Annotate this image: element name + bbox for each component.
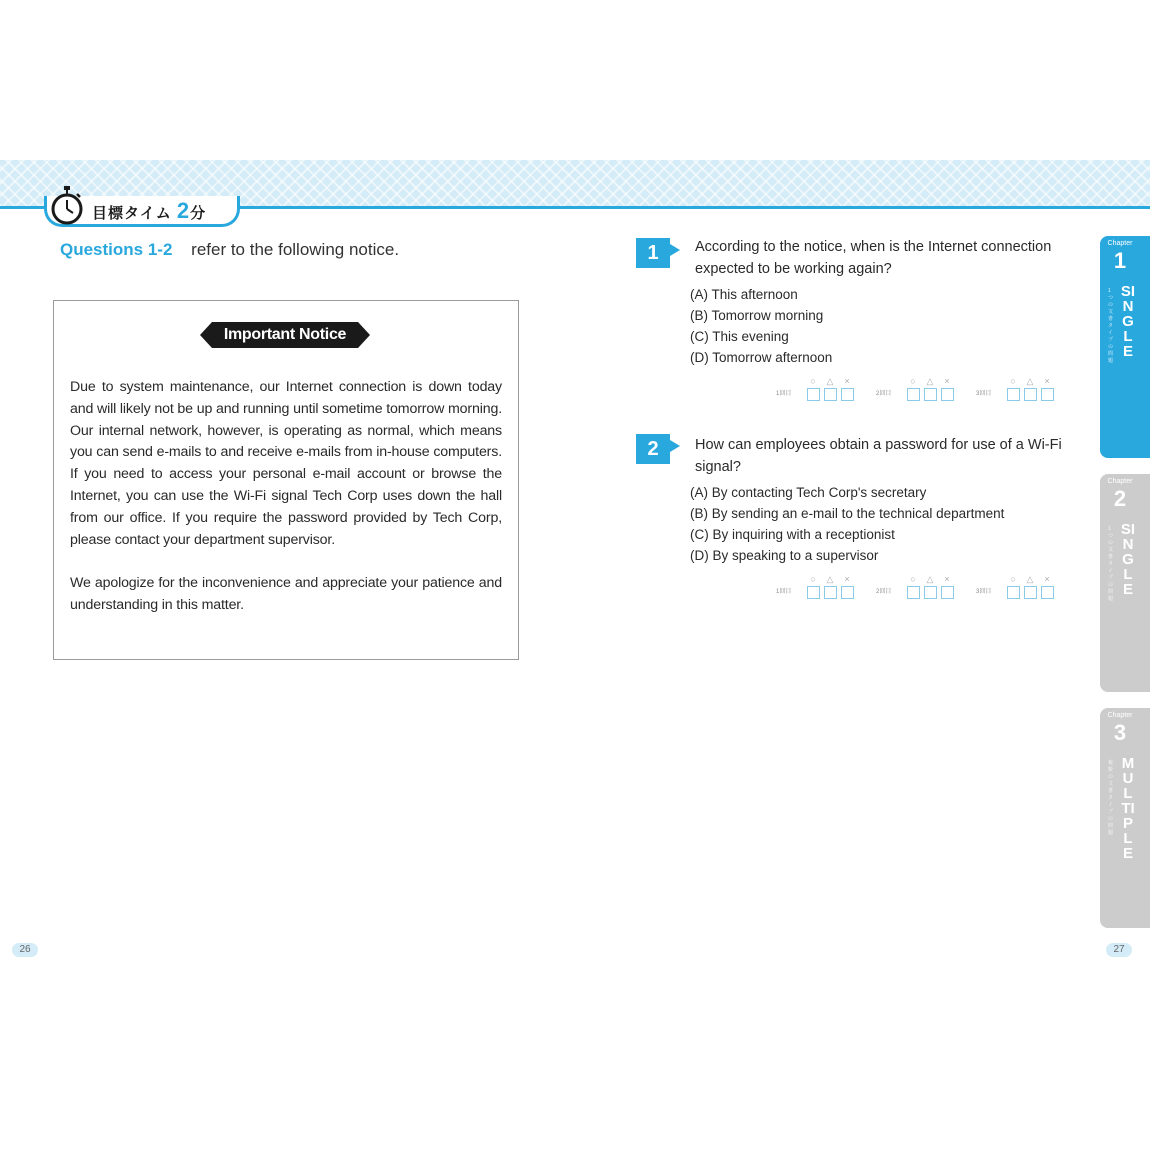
chapter-title: SINGLE xyxy=(1120,521,1136,598)
check-group xyxy=(876,574,966,600)
triangle-symbol: △ xyxy=(1026,574,1034,584)
banner-left-cap xyxy=(200,322,212,348)
triangle-symbol: △ xyxy=(826,376,834,386)
chapter-label: Chapter xyxy=(1107,478,1133,485)
question-range: Questions 1-2 xyxy=(60,240,173,259)
notice-title: Important Notice xyxy=(212,322,358,348)
chapter-subtitle: 1つの文書タイプの問題 xyxy=(1108,526,1114,602)
check-grid xyxy=(776,376,1066,402)
check-group xyxy=(876,376,966,402)
answer-option: (A) This afternoon xyxy=(690,287,798,302)
attempt-label: 2回目 xyxy=(876,589,892,595)
attempt-label: 2回目 xyxy=(876,391,892,397)
check-box[interactable] xyxy=(1024,388,1037,401)
check-box[interactable] xyxy=(941,388,954,401)
cross-symbol: × xyxy=(1044,376,1050,386)
attempt-label: 3回目 xyxy=(976,391,992,397)
chapter-subtitle: 複数の文書タイプの問題 xyxy=(1108,760,1114,836)
chapter-subtitle: 1つの文書タイプの問題 xyxy=(1108,288,1114,364)
circle-symbol: ○ xyxy=(910,574,916,584)
circle-symbol: ○ xyxy=(1010,376,1016,386)
chapter-tab-3[interactable] xyxy=(1100,708,1150,928)
triangle-symbol: △ xyxy=(926,574,934,584)
answer-option: (B) By sending an e-mail to the technical department xyxy=(690,506,1005,521)
page-number-right: 27 xyxy=(1106,943,1132,957)
target-time xyxy=(92,198,206,224)
notice-title-banner xyxy=(200,322,370,348)
questions-intro xyxy=(60,240,399,260)
answer-option: (D) Tomorrow afternoon xyxy=(690,350,833,365)
check-group xyxy=(976,574,1066,600)
check-box[interactable] xyxy=(924,388,937,401)
answer-options xyxy=(690,482,1004,566)
question-text: According to the notice, when is the Internet connection expected to be working again? xyxy=(695,239,1052,277)
answer-option: (C) This evening xyxy=(690,329,789,344)
check-box[interactable] xyxy=(1024,586,1037,599)
attempt-label: 1回目 xyxy=(776,391,792,397)
question-number-badge: 1 xyxy=(636,238,670,268)
check-box[interactable] xyxy=(941,586,954,599)
intro-text: refer to the following notice. xyxy=(191,240,400,259)
check-box[interactable] xyxy=(824,388,837,401)
chapter-number: 1 xyxy=(1113,248,1127,273)
check-box[interactable] xyxy=(841,586,854,599)
check-group xyxy=(976,376,1066,402)
notice-paragraph: Due to system maintenance, our Internet connection is down today and will likely not be up and running until sometime tomorrow morning. Our internal network, however, is operating as normal, which means you can send e-mails to and receive e-mails from in-house computers. If you need to access your personal e-mail account or browse the Internet, you can use the Wi-Fi signal Tech Corp uses down the hall from our office. If you require the password provided by Tech Corp, please contact your department supervisor. xyxy=(70,379,502,548)
attempt-label: 1回目 xyxy=(776,589,792,595)
circle-symbol: ○ xyxy=(810,376,816,386)
chapter-label: Chapter xyxy=(1107,712,1133,719)
target-time-minutes: 2 xyxy=(176,198,191,223)
question-number-badge: 2 xyxy=(636,434,670,464)
target-time-label: 目標タイム xyxy=(92,205,172,222)
cross-symbol: × xyxy=(944,574,950,584)
triangle-symbol: △ xyxy=(926,376,934,386)
notice-body xyxy=(70,377,502,639)
check-box[interactable] xyxy=(907,586,920,599)
triangle-symbol: △ xyxy=(826,574,834,584)
answer-option: (A) By contacting Tech Corp's secretary xyxy=(690,485,927,500)
attempt-label: 3回目 xyxy=(976,589,992,595)
check-box[interactable] xyxy=(1041,388,1054,401)
circle-symbol: ○ xyxy=(810,574,816,584)
cross-symbol: × xyxy=(1044,574,1050,584)
chapter-title: SINGLE xyxy=(1120,283,1136,360)
check-box[interactable] xyxy=(924,586,937,599)
check-box[interactable] xyxy=(1041,586,1054,599)
check-box[interactable] xyxy=(907,388,920,401)
page-number-left: 26 xyxy=(12,943,38,957)
check-grid xyxy=(776,574,1066,600)
check-box[interactable] xyxy=(1007,388,1020,401)
question-text: How can employees obtain a password for use of a Wi-Fi signal? xyxy=(695,437,1062,475)
check-box[interactable] xyxy=(841,388,854,401)
chapter-tab-1[interactable] xyxy=(1100,236,1150,458)
check-box[interactable] xyxy=(807,388,820,401)
target-time-unit: 分 xyxy=(190,205,207,222)
cross-symbol: × xyxy=(844,574,850,584)
check-box[interactable] xyxy=(824,586,837,599)
check-group xyxy=(776,574,866,600)
check-group xyxy=(776,376,866,402)
answer-option: (B) Tomorrow morning xyxy=(690,308,824,323)
stopwatch-icon xyxy=(50,186,84,226)
check-box[interactable] xyxy=(1007,586,1020,599)
triangle-symbol: △ xyxy=(1026,376,1034,386)
chapter-tab-2[interactable] xyxy=(1100,474,1150,692)
answer-options xyxy=(690,284,832,368)
circle-symbol: ○ xyxy=(1010,574,1016,584)
chapter-label: Chapter xyxy=(1107,240,1133,247)
chapter-title: MULTIPLE xyxy=(1121,755,1135,862)
check-box[interactable] xyxy=(807,586,820,599)
cross-symbol: × xyxy=(944,376,950,386)
answer-option: (D) By speaking to a supervisor xyxy=(690,548,879,563)
banner-right-cap xyxy=(358,322,370,348)
chapter-number: 3 xyxy=(1113,720,1127,745)
chapter-number: 2 xyxy=(1113,486,1127,511)
circle-symbol: ○ xyxy=(910,376,916,386)
cross-symbol: × xyxy=(844,376,850,386)
answer-option: (C) By inquiring with a receptionist xyxy=(690,527,895,542)
notice-paragraph: We apologize for the inconvenience and appreciate your patience and understanding in this matter. xyxy=(70,575,502,614)
